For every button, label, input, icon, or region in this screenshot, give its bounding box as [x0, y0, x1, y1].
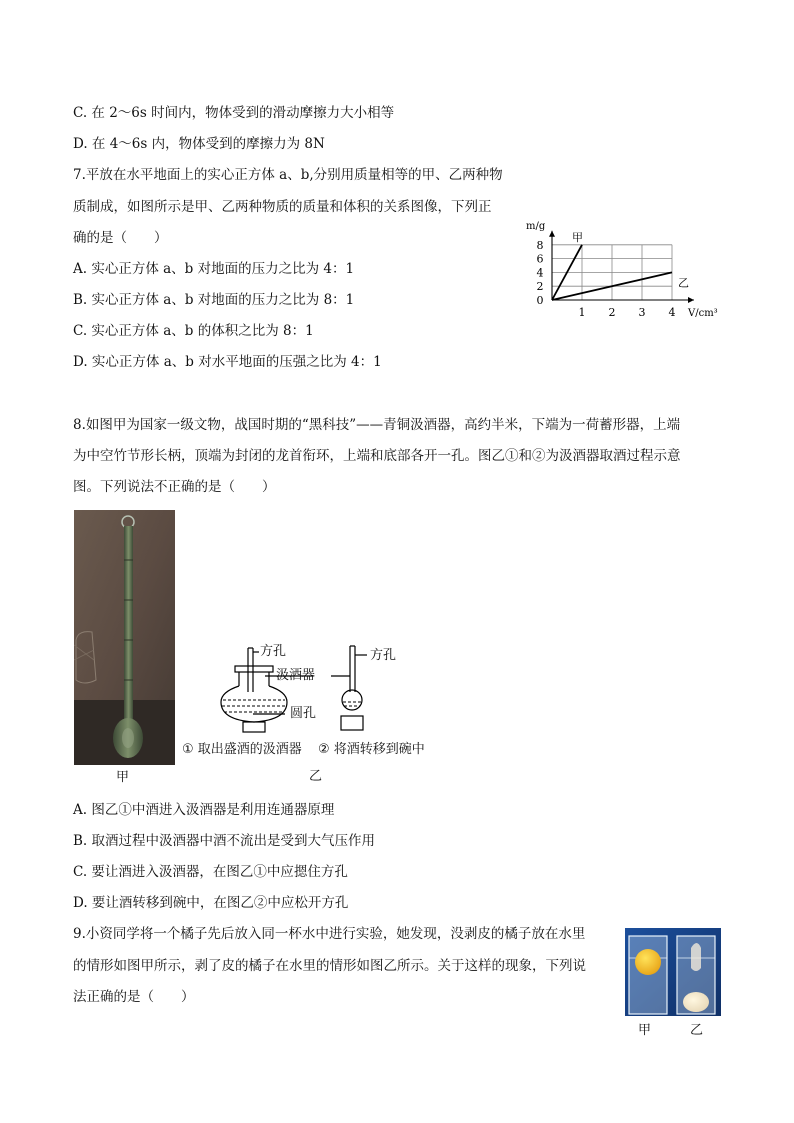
y-tick-label: 8	[536, 238, 544, 252]
figure-jia-caption: 甲	[116, 770, 130, 785]
mass-volume-chart	[515, 165, 730, 320]
q9-caption-yi: 乙	[690, 1023, 704, 1038]
origin-label: 0	[536, 294, 544, 307]
step2-vessel-drawing	[331, 646, 367, 730]
q8-stem-line-1: 8.如图甲为国家一级文物，战国时期的“黑科技”——青铜汲酒器，高约半米，下端为一荷蓄形器，上端	[73, 417, 681, 433]
q8-option-c: C. 要让酒进入汲酒器，在图乙①中应摁住方孔	[73, 864, 348, 880]
label-step2: ② 将酒转移到碗中	[318, 742, 425, 757]
q7-option-c: C. 实心正方体 a、b 的体积之比为 8：1	[73, 323, 314, 339]
y-tick-label: 6	[536, 252, 544, 266]
q7-stem-line-1: 7.平放在水平地面上的实心正方体 a、b,分别用质量相等的甲、乙两种物	[73, 167, 503, 183]
q6-option-c: C. 在 2～6s 时间内，物体受到的滑动摩擦力大小相等	[73, 105, 395, 121]
q8-option-d: D. 要让酒转移到碗中，在图乙②中应松开方孔	[73, 895, 349, 911]
x-axis-arrow	[688, 297, 694, 303]
y-tick-label: 2	[536, 280, 544, 294]
x-tick-label: 2	[608, 306, 616, 319]
q7-option-b: B. 实心正方体 a、b 对地面的压力之比为 8：1	[73, 292, 355, 308]
label-square-hole-1: 方孔	[260, 644, 287, 659]
oranges-in-water-photo	[625, 928, 721, 1016]
q8-option-b: B. 取酒过程中汲酒器中酒不流出是受到大气压作用	[73, 833, 376, 849]
figure-yi-caption: 乙	[309, 769, 323, 784]
q9-caption-jia: 甲	[638, 1023, 652, 1038]
label-square-hole-2: 方孔	[370, 648, 397, 663]
x-axis-label: V/cm³	[688, 308, 718, 319]
label-round-hole: 圆孔	[290, 706, 317, 721]
label-step1: ① 取出盛酒的汲酒器	[182, 742, 302, 757]
series-label-jia: 甲	[572, 230, 583, 244]
q9-stem-line-1: 9.小资同学将一个橘子先后放入同一杯水中进行实验，她发现，没剥皮的橘子放在水里	[73, 926, 586, 942]
q8-option-a: A. 图乙①中酒进入汲酒器是利用连通器原理	[73, 802, 335, 818]
q7-stem-line-3: 确的是（ ）	[73, 230, 168, 246]
label-vessel: 汲酒器	[276, 668, 316, 683]
q8-stem-line-3: 图。下列说法不正确的是（ ）	[73, 479, 276, 495]
bronze-wine-drawer-photo	[74, 510, 175, 765]
x-tick-label: 1	[578, 306, 586, 319]
y-tick-label: 4	[536, 266, 544, 280]
wine-drawer-diagram	[215, 640, 445, 740]
series-label-yi: 乙	[678, 276, 689, 290]
q7-option-a: A. 实心正方体 a、b 对地面的压力之比为 4：1	[73, 261, 355, 277]
y-axis-arrow	[549, 231, 555, 237]
y-axis-label: m/g	[526, 220, 546, 232]
x-tick-label: 4	[668, 306, 676, 319]
q9-stem-line-2: 的情形如图甲所示，剥了皮的橘子在水里的情形如图乙所示。关于这样的现象，下列说	[73, 958, 586, 974]
q8-stem-line-2: 为中空竹节形长柄，顶端为封闭的龙首衔环，上端和底部各开一孔。图乙①和②为汲酒器取酒过程示意	[73, 448, 681, 464]
q7-option-d: D. 实心正方体 a、b 对水平地面的压强之比为 4：1	[73, 354, 382, 370]
q7-stem-line-2: 质制成，如图所示是甲、乙两种物质的质量和体积的关系图像，下列正	[73, 199, 492, 215]
q9-stem-line-3: 法正确的是（ ）	[73, 989, 195, 1005]
x-tick-label: 3	[638, 306, 646, 319]
q6-option-d: D. 在 4～6s 内，物体受到的摩擦力为 8N	[73, 136, 325, 152]
